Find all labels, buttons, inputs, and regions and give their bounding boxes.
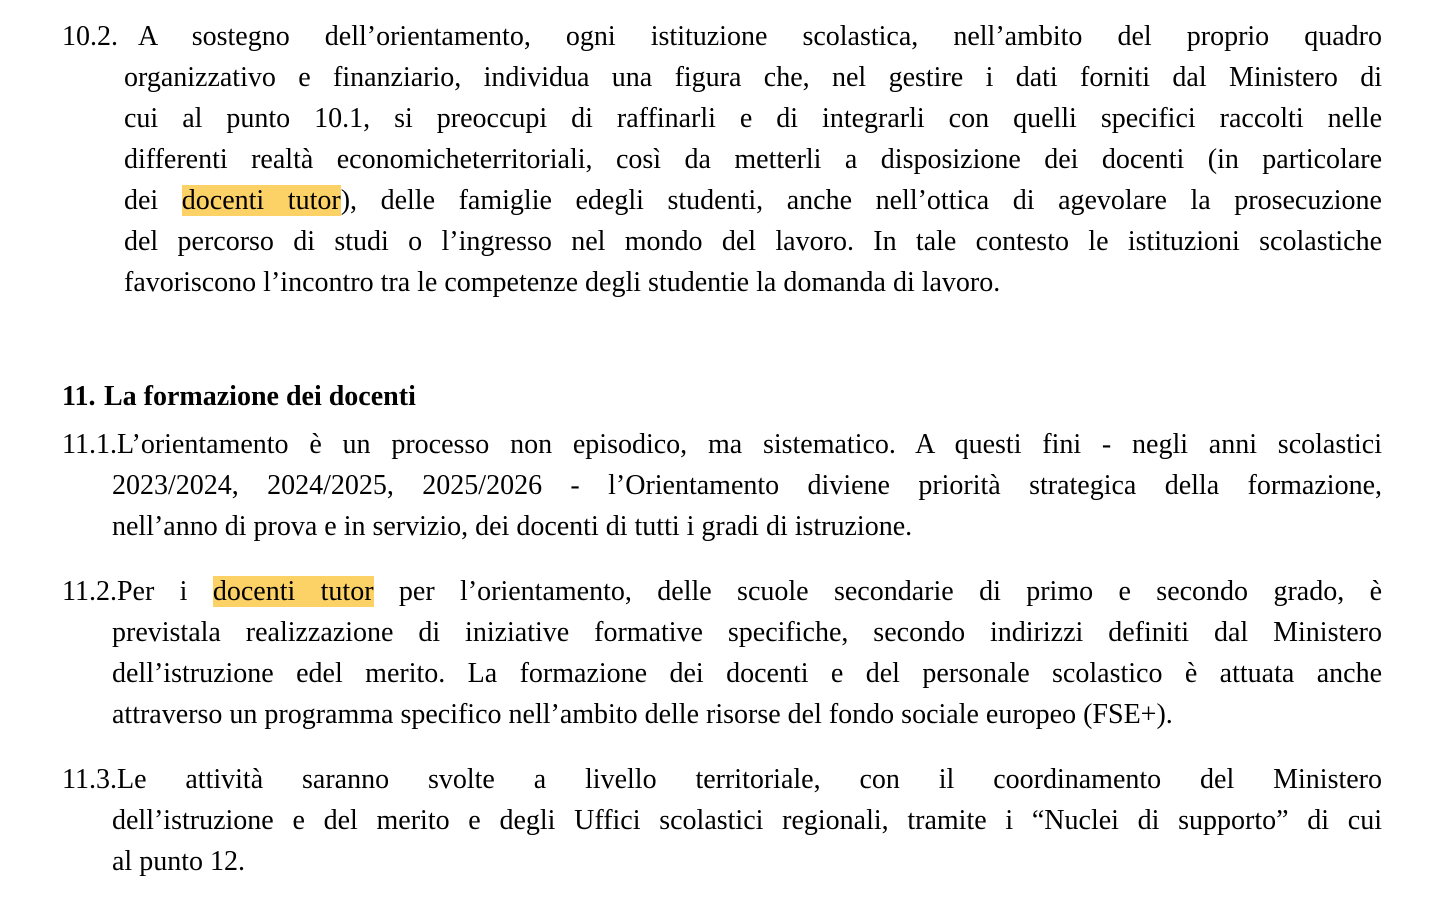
paragraph-text: del percorso di studi o l’ingresso nel mondo del lavoro. In tale contesto le istituzioni scolastiche bbox=[124, 226, 1382, 257]
paragraph-text: A sostegno dell’orientamento, ogni istituzione scolastica, nell’ambito del proprio quadro bbox=[138, 21, 1382, 52]
paragraph-text: organizzativo e finanziario, individua una figura che, nel gestire i dati forniti dal Ministero di bbox=[124, 62, 1382, 93]
paragraph-10-2-line-3 bbox=[62, 98, 1382, 139]
item-number-10-2: 10.2. bbox=[62, 21, 118, 52]
paragraph-11-1 bbox=[62, 424, 1382, 547]
paragraph-11-3 bbox=[62, 759, 1382, 882]
paragraph-10-2-line-7 bbox=[62, 262, 1382, 303]
paragraph-text: differenti realtà economicheterritoriali, così da metterli a disposizione dei docenti (in particolare bbox=[124, 144, 1382, 175]
paragraph-text: L’orientamento è un processo non episodico, ma sistematico. A questi fini - negli anni scolastici bbox=[116, 429, 1382, 460]
paragraph-text: attraverso un programma specifico nell’ambito delle risorse del fondo sociale europeo (FSE+). bbox=[112, 699, 1173, 730]
section-heading-11 bbox=[62, 376, 416, 417]
paragraph-text: cui al punto 10.1, si preoccupi di raffinarli e di integrarli con quelli specifici raccolti nelle bbox=[124, 103, 1382, 134]
paragraph-11-3-line-1 bbox=[62, 759, 1382, 800]
highlighted-term: docenti tutor bbox=[181, 185, 341, 216]
paragraph-10-2-line-1 bbox=[62, 16, 1382, 57]
paragraph-11-2-line-3 bbox=[62, 653, 1382, 694]
highlighted-term: docenti tutor bbox=[212, 576, 374, 607]
paragraph-text: al punto 12. bbox=[112, 846, 245, 877]
paragraph-11-3-line-3 bbox=[62, 841, 1382, 882]
paragraph-11-2 bbox=[62, 571, 1382, 735]
paragraph-10-2-line-5 bbox=[62, 180, 1382, 221]
paragraph-text: Per i bbox=[116, 576, 213, 607]
paragraph-text: dell’istruzione e del merito e degli Uffici scolastici regionali, tramite i “Nuclei di supporto” di cui bbox=[112, 805, 1382, 836]
paragraph-10-2-line-2 bbox=[62, 57, 1382, 98]
paragraph-text: dell’istruzione edel merito. La formazione dei docenti e del personale scolastico è attuata anche bbox=[112, 658, 1382, 689]
paragraph-11-1-line-3 bbox=[62, 506, 1382, 547]
paragraph-11-1-line-2 bbox=[62, 465, 1382, 506]
paragraph-text: previstala realizzazione di iniziative formative specifiche, secondo indirizzi definiti dal Ministero bbox=[112, 617, 1382, 648]
paragraph-text: ), delle famiglie edegli studenti, anche nell’ottica di agevolare la prosecuzione bbox=[340, 185, 1382, 216]
paragraph-11-2-line-1 bbox=[62, 571, 1382, 612]
paragraph-11-2-line-2 bbox=[62, 612, 1382, 653]
paragraph-10-2-line-6 bbox=[62, 221, 1382, 262]
item-number-11-1: 11.1. bbox=[62, 429, 117, 460]
paragraph-11-1-line-1 bbox=[62, 424, 1382, 465]
paragraph-10-2-line-4 bbox=[62, 139, 1382, 180]
paragraph-text: Le attività saranno svolte a livello territoriale, con il coordinamento del Ministero bbox=[116, 764, 1382, 795]
item-number-11-2: 11.2. bbox=[62, 576, 117, 607]
item-number-11-3: 11.3. bbox=[62, 764, 117, 795]
heading-title: La formazione dei docenti bbox=[104, 381, 416, 412]
paragraph-text: favoriscono l’incontro tra le competenze degli studentie la domanda di lavoro. bbox=[124, 267, 1001, 298]
paragraph-11-2-line-4 bbox=[62, 694, 1382, 735]
heading-number: 11. bbox=[62, 381, 96, 412]
paragraph-10-2 bbox=[62, 16, 1382, 303]
paragraph-text: nell’anno di prova e in servizio, dei docenti di tutti i gradi di istruzione. bbox=[112, 511, 913, 542]
paragraph-text: dei bbox=[124, 185, 182, 216]
paragraph-text: 2023/2024, 2024/2025, 2025/2026 - l’Orientamento diviene priorità strategica della formazione, bbox=[112, 470, 1382, 501]
paragraph-text: per l’orientamento, delle scuole secondarie di primo e secondo grado, è bbox=[373, 576, 1382, 607]
paragraph-11-3-line-2 bbox=[62, 800, 1382, 841]
